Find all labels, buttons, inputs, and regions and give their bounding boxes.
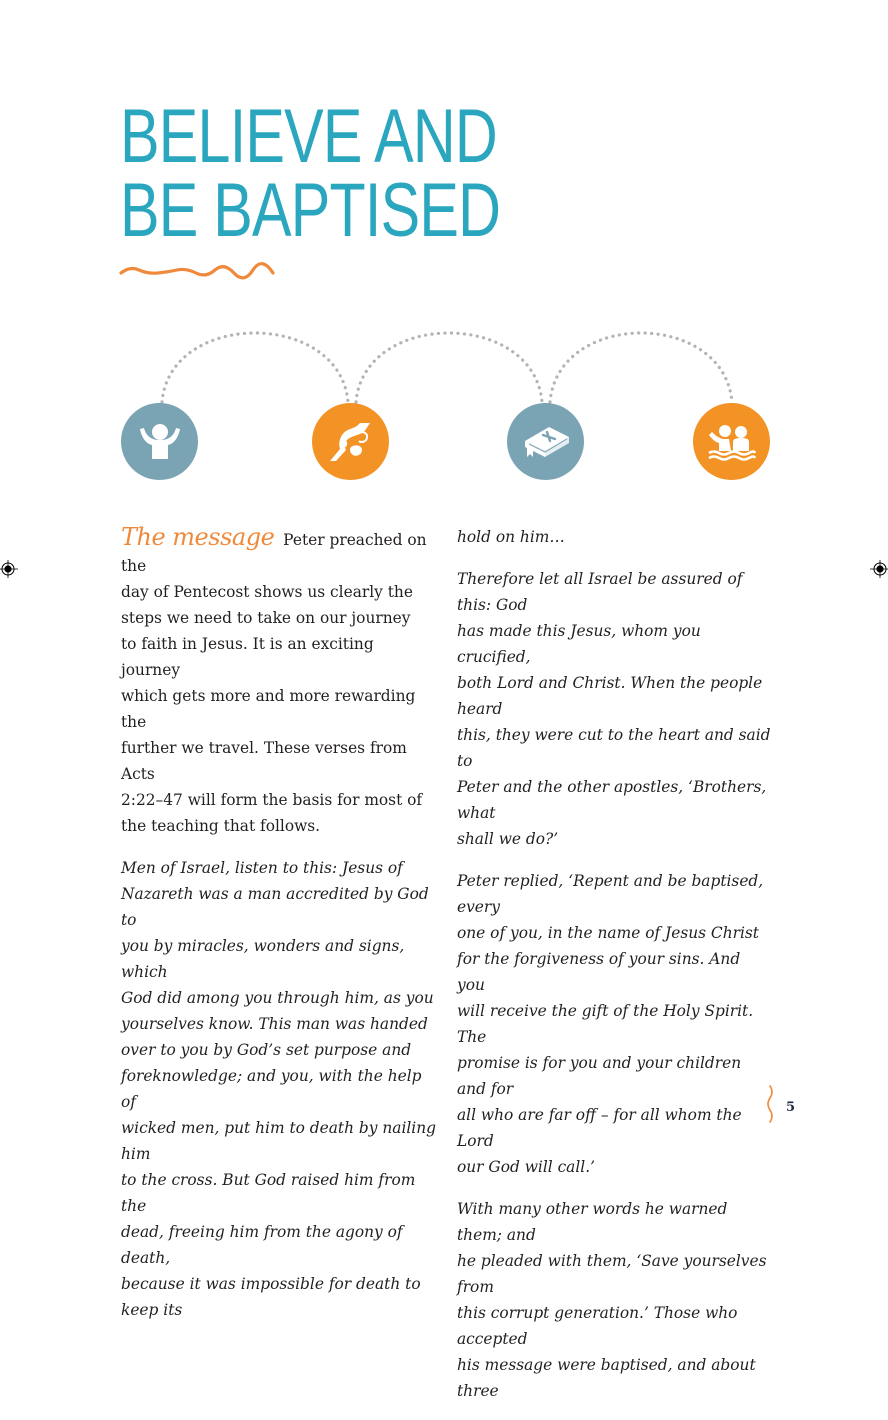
left-column: [121, 524, 436, 1339]
intro-first-line: Peter preached on the: [121, 531, 427, 575]
quote-line: Men of Israel, listen to this: Jesus of: [121, 859, 403, 877]
quote-line: God did among you through him, as you: [121, 989, 434, 1007]
quote-line: wicked men, put him to death by nailing him: [121, 1119, 436, 1163]
page-squiggle-icon: [764, 1084, 776, 1124]
scripture-paragraph-3: [457, 868, 772, 1180]
journey-step-3: [507, 403, 584, 480]
intro-line: which gets more and more rewarding the: [121, 687, 416, 731]
intro-line: steps we need to take on our journey: [121, 609, 411, 627]
intro-line: to faith in Jesus. It is an exciting journey: [121, 635, 374, 679]
journey-step-4: [693, 403, 770, 480]
quote-line: because it was impossible for death to keep its: [121, 1275, 421, 1319]
scripture-paragraph-2: [457, 566, 772, 852]
quote-line: this, they were cut to the heart and said to: [457, 726, 771, 770]
registration-mark-icon: [870, 560, 888, 580]
quote-line: our God will call.’: [457, 1158, 595, 1176]
quote-line: all who are far off – for all whom the Lord: [457, 1106, 742, 1150]
quote-line: yourselves know. This man was handed: [121, 1015, 428, 1033]
quote-line: over to you by God’s set purpose and: [121, 1041, 412, 1059]
quote-line: this corrupt generation.’ Those who accepted: [457, 1304, 738, 1348]
quote-line: Therefore let all Israel be assured of this: God: [457, 570, 743, 614]
wave-divider-icon: [118, 262, 280, 282]
section-lead-in: The message: [121, 523, 275, 551]
quote-line: hold on him…: [457, 528, 565, 546]
page-title: [120, 94, 501, 253]
page-number: 5: [786, 1100, 796, 1115]
scripture-paragraph-1: [457, 524, 772, 550]
quote-line: he pleaded with them, ‘Save yourselves from: [457, 1252, 767, 1296]
quote-line: With many other words he warned them; and: [457, 1200, 728, 1244]
quote-line: will receive the gift of the Holy Spirit. The: [457, 1002, 754, 1046]
quote-line: foreknowledge; and you, with the help of: [121, 1067, 422, 1111]
title-line-1: BELIEVE AND: [120, 94, 497, 179]
quote-line: you by miracles, wonders and signs, which: [121, 937, 405, 981]
intro-line: further we travel. These verses from Acts: [121, 739, 407, 783]
intro-line: 2:22–47 will form the basis for most of: [121, 791, 423, 809]
journey-step-2: [312, 403, 389, 480]
intro-line: day of Pentecost shows us clearly the: [121, 583, 413, 601]
washing-feet-icon: [326, 417, 376, 467]
quote-line: Nazareth was a man accredited by God to: [121, 885, 429, 929]
quote-line: shall we do?’: [457, 830, 559, 848]
person-arms-raised-icon: [135, 417, 185, 467]
title-line-2: BE BAPTISED: [120, 168, 501, 253]
baptism-water-icon: [705, 417, 759, 467]
quote-line: his message were baptised, and about three: [457, 1356, 756, 1400]
scripture-quote: [121, 855, 436, 1323]
quote-line: dead, freeing him from the agony of death,: [121, 1223, 403, 1267]
intro-line: the teaching that follows.: [121, 817, 321, 835]
registration-mark-icon: [0, 560, 20, 580]
quote-line: for the forgiveness of your sins. And you: [457, 950, 741, 994]
quote-line: to the cross. But God raised him from the: [121, 1171, 416, 1215]
quote-line: Peter replied, ‘Repent and be baptised, every: [457, 872, 764, 916]
right-column: [457, 524, 772, 1420]
scripture-paragraph-4: [457, 1196, 772, 1404]
quote-line: has made this Jesus, whom you crucified,: [457, 622, 701, 666]
intro-paragraph: [121, 524, 436, 839]
quote-line: promise is for you and your children and for: [457, 1054, 742, 1098]
bible-cross-icon: [519, 417, 573, 467]
journey-step-1: [121, 403, 198, 480]
quote-line: both Lord and Christ. When the people heard: [457, 674, 763, 718]
quote-line: Peter and the other apostles, ‘Brothers, what: [457, 778, 767, 822]
quote-line: one of you, in the name of Jesus Christ: [457, 924, 759, 942]
